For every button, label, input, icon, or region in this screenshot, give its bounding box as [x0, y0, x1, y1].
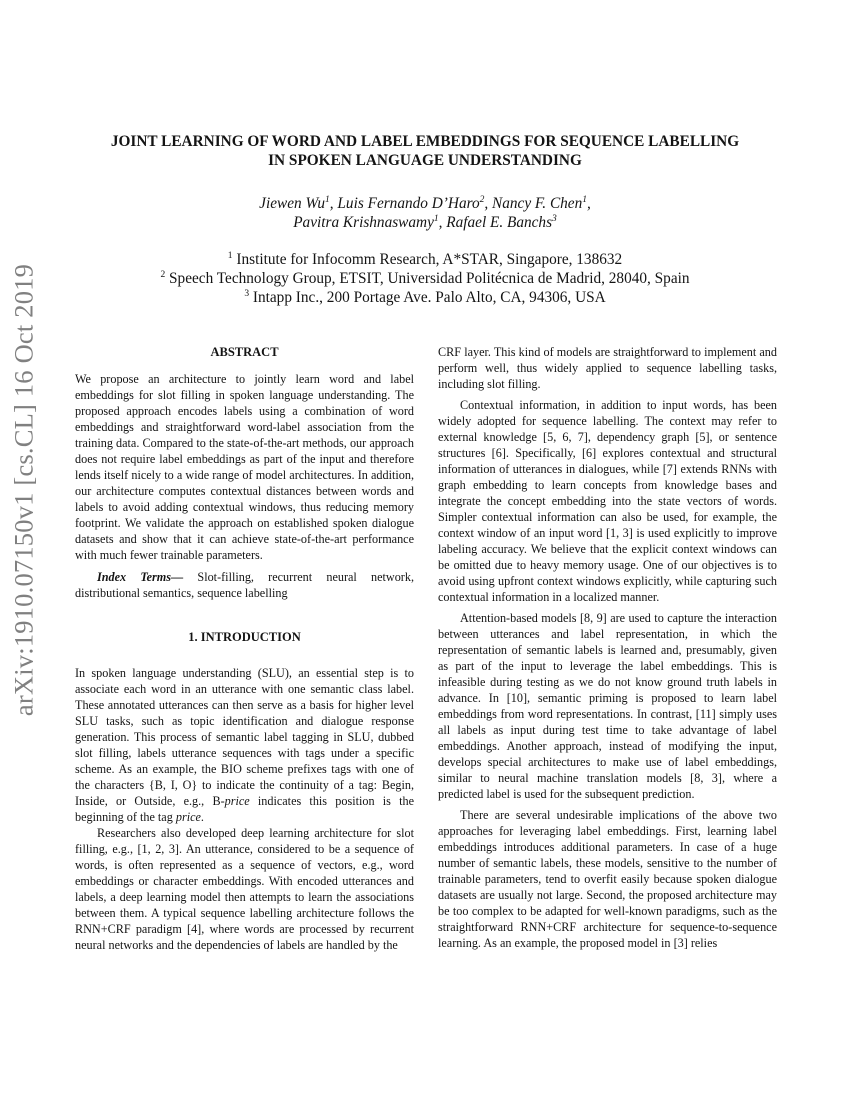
author-name: , Nancy F. Chen [484, 195, 583, 212]
arxiv-identifier: arXiv:1910.07150v1 [cs.CL] 16 Oct 2019 [8, 263, 39, 717]
intro-paragraph-2-continued: CRF layer. This kind of models are straightforward to implement and perform well, thus widely applied to sequence labelling tasks, including slot filling. [438, 345, 777, 391]
title-line-2: IN SPOKEN LANGUAGE UNDERSTANDING [268, 152, 582, 169]
intro-p1-text: indicates this position is the beginning of the tag [75, 794, 414, 824]
affiliation-mark: 2 [160, 270, 166, 280]
affiliation-text: Speech Technology Group, ETSIT, Universidad Politécnica de Madrid, 28040, Spain [165, 270, 690, 287]
affiliation-item [60, 288, 790, 307]
author-name: Jiewen Wu [259, 195, 326, 212]
author-name: , Rafael E. Banchs [438, 214, 553, 231]
left-column [75, 344, 414, 953]
arxiv-side-stamp [4, 263, 44, 717]
intro-paragraph-5: There are several undesirable implications of the above two approaches for leveraging label embeddings. First, learning label embeddings introduces additional parameters. In case of a huge number of semantic labels, these models, sensitive to the number of trainable parameters, tend to overfit easily because spoken dialogue datasets are usually not large. Second, the proposed architecture may be too complex to be adapted for well-known paradigms, such as the straightforward RNN+CRF architecture for sequence-to-sequence learning. As an example, the proposed model in [3] relies [438, 808, 777, 950]
author-affil-mark: 2 [479, 195, 485, 205]
author-name: , Luis Fernando D’Haro [329, 195, 480, 212]
affiliation-text: Institute for Infocomm Research, A*STAR, Singapore, 138632 [232, 251, 623, 268]
affiliation-mark: 1 [227, 251, 233, 261]
author-separator: , [587, 195, 591, 212]
intro-paragraph-4: Attention-based models [8, 9] are used to capture the interaction between utterances and label representation, in which the representation of semantic labels is learned and, presumably, given as part of the input to leverage the label embeddings. This is infeasible during testing as we do not know ground truth labels in advance. In [10], semantic priming is proposed to learn label embeddings from word representations. In contrast, [11] simply uses all labels as input during test time to take advantage of label embeddings. Another approach, instead of modifying the input, develops special architectures to make use of label embeddings, similar to neural machine translation models [8, 3], where a predicted label is used for the subsequent prediction. [438, 611, 777, 801]
author-affil-mark: 3 [552, 214, 557, 224]
intro-p1-text: In spoken language understanding (SLU), an essential step is to associate each word in an utterance with one semantic class label. These annotated utterances can then serve as a basis for higher level SLU tasks, such as topic identification and dialogue response generation. This process of semantic label tagging in SLU, dubbed slot filling, labels utterance sequences with tags under a specific scheme. As an example, the BIO scheme prefixes tags with one of the characters {B, I, O} to indicate the continuity of a tag: Begin, Inside, or Outside, e.g., B- [75, 666, 414, 808]
author-affil-mark: 1 [582, 195, 587, 205]
author-line-1 [60, 194, 790, 213]
affiliation-item [60, 269, 790, 288]
index-terms-text: Slot-filling, recurrent neural network, distributional semantics, sequence labelling [75, 570, 414, 600]
introduction-heading: 1. INTRODUCTION [188, 630, 301, 644]
title-line-1: JOINT LEARNING OF WORD AND LABEL EMBEDDINGS FOR SEQUENCE LABELLING [110, 133, 740, 150]
author-name: Pavitra Krishnaswamy [293, 214, 434, 231]
author-list [60, 194, 790, 232]
intro-p1-italic-term: price [224, 794, 250, 808]
abstract-body: We propose an architecture to jointly learn word and label embeddings for slot filling in spoken language understanding. The proposed approach encodes labels using a combination of word embeddings and straightforward word-label association from the training data. Compared to the state-of-the-art methods, our approach does not require label embeddings as part of the input and therefore lends itself nicely to a wide range of model architectures. In addition, our architecture computes contextual distances between words and labels to avoid adding contextual windows, thus reducing memory footprint. We validate the approach on established spoken dialogue datasets and show that it can achieve state-of-the-art performance with much fewer trainable parameters. [75, 372, 414, 562]
affiliation-text: Intapp Inc., 200 Portage Ave. Palo Alto, CA, 94306, USA [249, 289, 606, 306]
intro-paragraph-2: Researchers also developed deep learning architecture for slot filling, e.g., [1, 2, 3]. An utterance, considered to be a sequence of words, is often represented as a sequence of vectors, e.g., word embeddings or character embeddings. With encoded utterances and labels, a deep learning model then attempts to learn the associations between them. A typical sequence labelling architecture follows the RNN+CRF paradigm [4], where words are processed by recurrent neural networks and the dependencies of labels are handled by the [75, 826, 414, 952]
abstract-heading: ABSTRACT [210, 345, 279, 359]
author-affil-mark: 1 [325, 195, 330, 205]
index-terms-label: Index Terms— [97, 570, 184, 584]
paper-title [60, 132, 790, 170]
affiliation-list [60, 250, 790, 307]
intro-paragraph-1 [75, 665, 414, 825]
author-affil-mark: 1 [433, 214, 439, 224]
author-line-2 [60, 213, 790, 232]
intro-paragraph-3: Contextual information, in addition to input words, has been widely adopted for sequence labelling. The context may refer to external knowledge [5, 6, 7], dependency graph [5], or sentence structures [6]. Specifically, [6] explores contextual and structural information of utterances in dialogues, while [7] extends RNNs with graph embedding to learn concepts from knowledge bases and integrate the concept embedding into the state vectors of words. Simpler contextual information can also be used, for example, the context window of an input word [1, 3] is used explicitly to improve labeling accuracy. We believe that the explicit context windows can be omitted due to heavy memory usage. One of our objectives is to avoid using upfront context windows explicitly, while capturing such contextual information in a localized manner. [438, 398, 777, 604]
index-terms [75, 569, 414, 601]
affiliation-mark: 3 [244, 289, 250, 299]
right-column [438, 344, 777, 951]
intro-p1-text: . [200, 810, 204, 824]
intro-p1-italic-term: price [175, 810, 201, 824]
affiliation-item [60, 250, 790, 269]
